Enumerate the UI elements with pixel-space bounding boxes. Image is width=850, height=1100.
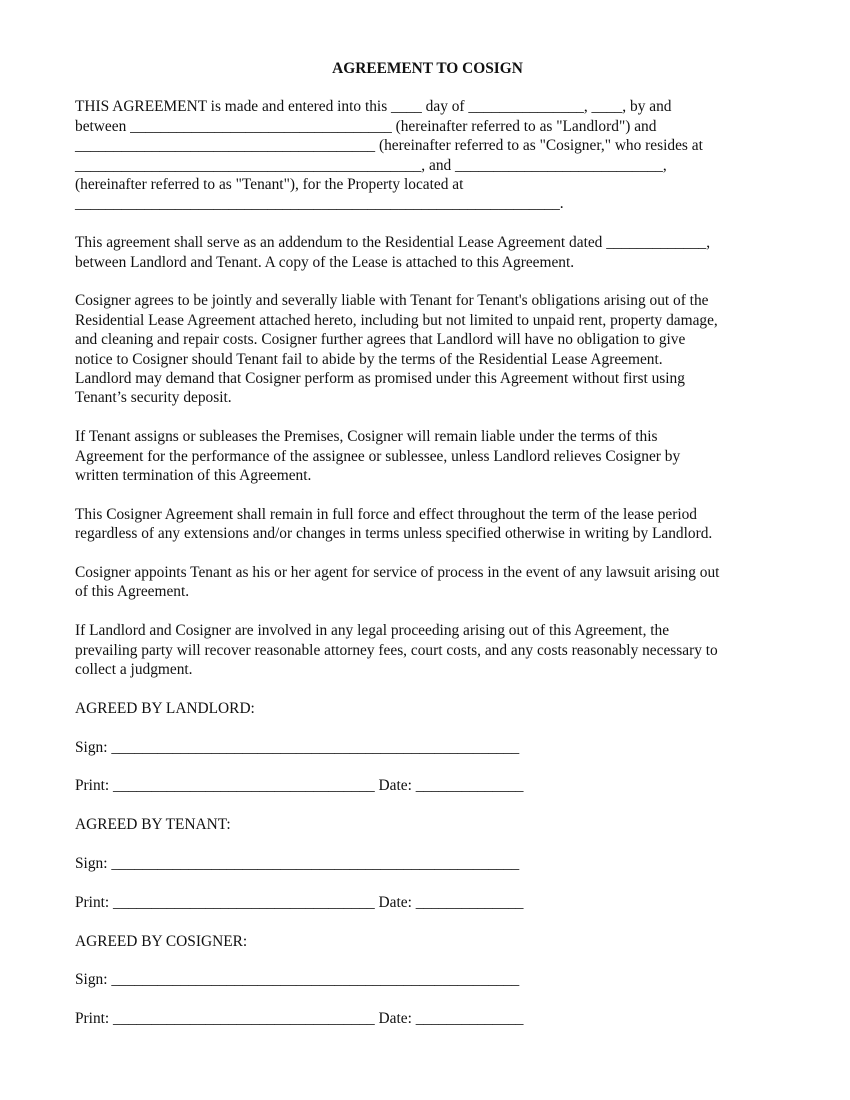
legal-proceeding-paragraph — [75, 621, 780, 679]
paragraph-line: This Cosigner Agreement shall remain in full force and effect throughout the term of the lease period — [75, 505, 697, 523]
paragraph-line: Landlord may demand that Cosigner perform as promised under this Agreement without first using — [75, 370, 685, 388]
paragraph-line: Agreement for the performance of the assignee or sublessee, unless Landlord relieves Cosigner by — [75, 447, 681, 465]
print-date-field[interactable]: Print: __________________________________ Date: ______________ — [75, 893, 524, 911]
paragraph-line: notice to Cosigner should Tenant fail to abide by the terms of the Residential Lease Agreement. — [75, 350, 663, 368]
signature-heading: AGREED BY COSIGNER: — [75, 932, 248, 950]
print-date-field[interactable]: Print: __________________________________ Date: ______________ — [75, 777, 524, 795]
intro-line: _______________________________________ (hereinafter referred to as "Cosigner," who resides at — [75, 137, 703, 155]
paragraph-line: Cosigner agrees to be jointly and severally liable with Tenant for Tenant's obligations arising out of the — [75, 292, 709, 310]
signature-block-landlord — [75, 699, 780, 796]
sign-field[interactable]: Sign: _____________________________________________________ — [75, 738, 520, 756]
paragraph-line: prevailing party will recover reasonable attorney fees, court costs, and any costs reasonably necessary to — [75, 641, 718, 659]
paragraph-line: and cleaning and repair costs. Cosigner further agrees that Landlord will have no obligation to give — [75, 331, 686, 349]
signature-block-tenant — [75, 815, 780, 912]
sign-field[interactable]: Sign: _____________________________________________________ — [75, 971, 520, 989]
print-date-field[interactable]: Print: __________________________________ Date: ______________ — [75, 1010, 524, 1028]
document-title: AGREEMENT TO COSIGN — [332, 60, 523, 77]
paragraph-line: This agreement shall serve as an addendum to the Residential Lease Agreement dated _____________, — [75, 234, 711, 252]
sublease-paragraph — [75, 427, 780, 485]
intro-line: _______________________________________________________________. — [75, 195, 564, 213]
intro-line: (hereinafter referred to as "Tenant"), for the Property located at — [75, 176, 464, 194]
liability-paragraph — [75, 291, 780, 407]
paragraph-line: If Tenant assigns or subleases the Premises, Cosigner will remain liable under the terms of this — [75, 428, 658, 446]
paragraph-line: Cosigner appoints Tenant as his or her agent for service of process in the event of any lawsuit arising out — [75, 564, 720, 582]
intro-line: THIS AGREEMENT is made and entered into this ____ day of _______________, ____, by and — [75, 98, 672, 116]
intro-line: _____________________________________________, and ___________________________, — [75, 156, 667, 174]
document-page — [75, 59, 780, 1048]
paragraph-line: If Landlord and Cosigner are involved in any legal proceeding arising out of this Agreement, the — [75, 622, 670, 640]
paragraph-line: between Landlord and Tenant. A copy of the Lease is attached to this Agreement. — [75, 253, 575, 271]
paragraph-line: written termination of this Agreement. — [75, 467, 312, 485]
addendum-paragraph — [75, 233, 780, 272]
paragraph-line: Tenant’s security deposit. — [75, 389, 232, 407]
intro-paragraph — [75, 97, 780, 213]
term-paragraph — [75, 505, 780, 544]
paragraph-line: of this Agreement. — [75, 583, 190, 601]
agent-paragraph — [75, 563, 780, 602]
signature-block-cosigner — [75, 932, 780, 1029]
intro-line: between __________________________________ (hereinafter referred to as "Landlord") and — [75, 117, 657, 135]
signature-heading: AGREED BY LANDLORD: — [75, 699, 255, 717]
sign-field[interactable]: Sign: _____________________________________________________ — [75, 855, 520, 873]
paragraph-line: collect a judgment. — [75, 661, 193, 679]
paragraph-line: regardless of any extensions and/or changes in terms unless specified otherwise in writing by Landlord. — [75, 525, 713, 543]
signature-heading: AGREED BY TENANT: — [75, 816, 231, 834]
paragraph-line: Residential Lease Agreement attached hereto, including but not limited to unpaid rent, property damage, — [75, 311, 718, 329]
